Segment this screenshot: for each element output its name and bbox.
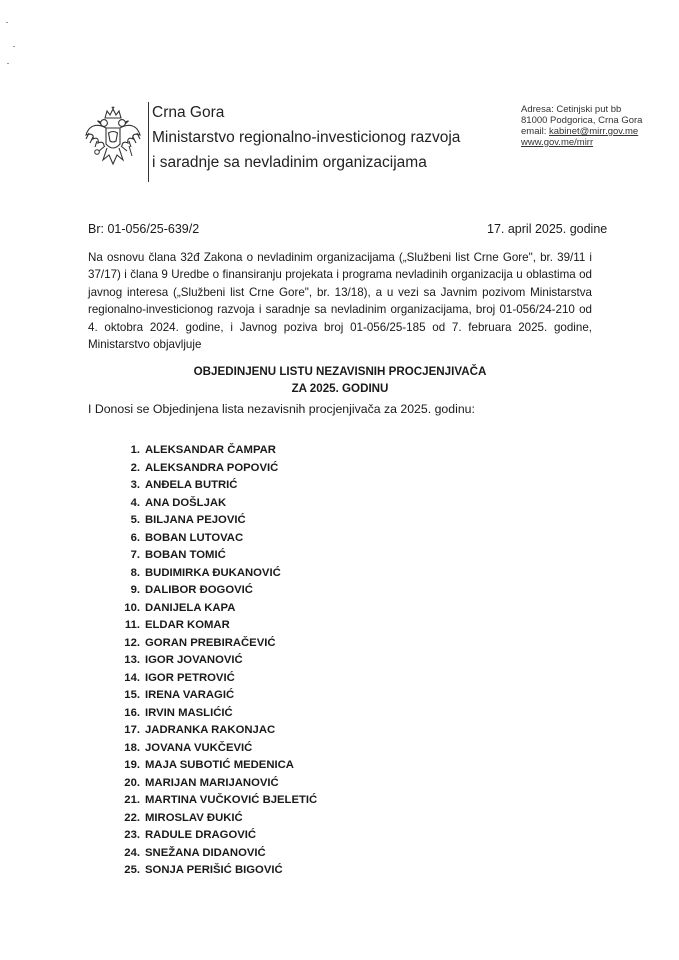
list-item: [96, 565, 317, 583]
item-number: 13.: [124, 654, 140, 666]
reference-number: Br: 01-056/25-639/2: [88, 222, 200, 236]
intro-paragraph: Na osnovu člana 32đ Zakona o nevladinim organizacijama („Službeni list Crne Gore", br. 39/11 i 37/17) i člana 9 Uredbe o finansiranju projekata i programa nevladinih organizacija u oblastima od javnog interesa („Službeni list Crne Gore", br. 13/18), a u vezi sa Javnim pozivom Ministarstva regionalno-investicionog razvoja i saradnje sa nevladinim organizacijama, broj 01-056/24-210 od 4. oktobra 2024. godine, i Javnog poziva broj 01-056/25-185 od 7. februara 2025. godine, Ministarstvo objavljuje: [88, 251, 592, 352]
evaluator-name: SNEŽANA DIDANOVIĆ: [145, 846, 266, 859]
list-item: [96, 757, 317, 775]
list-item: [96, 547, 317, 565]
evaluator-name: BUDIMIRKA ĐUKANOVIĆ: [145, 566, 281, 579]
evaluator-name: JADRANKA RAKONJAC: [145, 724, 276, 736]
evaluator-name: ALEKSANDRA POPOVIĆ: [145, 461, 279, 474]
evaluator-name: IGOR JOVANOVIĆ: [145, 654, 243, 666]
list-item: [96, 810, 317, 828]
evaluator-name: MIROSLAV ĐUKIĆ: [145, 811, 243, 824]
email-label: email:: [521, 126, 549, 137]
evaluator-name: IRVIN MASLIĆIĆ: [145, 706, 233, 719]
list-item: [96, 460, 317, 478]
item-number: 8.: [130, 566, 140, 579]
list-item: [96, 600, 317, 618]
item-number: 12.: [124, 636, 140, 649]
evaluator-name: DALIBOR ĐOGOVIĆ: [145, 584, 253, 596]
evaluator-name: BOBAN LUTOVAC: [145, 531, 244, 544]
email-link[interactable]: kabinet@mirr.gov.me: [548, 126, 639, 137]
item-number: 23.: [124, 829, 140, 841]
list-item: [96, 512, 317, 530]
montenegro-coat-of-arms-icon: [84, 106, 142, 168]
list-item: [96, 495, 317, 513]
item-number: 6.: [130, 531, 140, 544]
ministry-name-line1: Ministarstvo regionalno-investicionog razvoja: [152, 129, 461, 146]
item-number: 7.: [130, 549, 140, 561]
item-number: 10.: [124, 601, 140, 614]
item-number: 5.: [130, 514, 140, 526]
item-number: 2.: [130, 461, 140, 474]
evaluator-name: BILJANA PEJOVIĆ: [145, 514, 246, 526]
item-number: 3.: [130, 479, 140, 491]
item-number: 4.: [130, 496, 140, 509]
list-item: [96, 617, 317, 635]
title-line-1: OBJEDINJENU LISTU NEZAVISNIH PROCJENJIVAČA: [193, 365, 487, 378]
list-item: [96, 845, 317, 863]
list-item: [96, 740, 317, 758]
ministry-name-line2: i saradnje sa nevladinim organizacijama: [152, 154, 427, 171]
ministry-header: [152, 100, 460, 175]
contact-block: [521, 104, 642, 148]
evaluator-name: RADULE DRAGOVIĆ: [145, 829, 257, 841]
item-number: 9.: [130, 584, 140, 596]
item-number: 24.: [124, 846, 140, 859]
item-number: 19.: [124, 759, 140, 771]
item-number: 15.: [124, 689, 140, 701]
item-number: 20.: [124, 776, 140, 789]
item-number: 14.: [124, 671, 140, 684]
list-item: [96, 442, 317, 460]
declaration-line: I Donosi se Objedinjena lista nezavisnih procjenjivača za 2025. godinu:: [88, 402, 475, 416]
evaluator-name: MARTINA VUČKOVIĆ BJELETIĆ: [145, 794, 318, 806]
evaluator-name: ELDAR KOMAR: [145, 619, 230, 631]
list-item: [96, 635, 317, 653]
item-number: 25.: [124, 864, 140, 876]
website-link[interactable]: www.gov.me/mirr: [521, 137, 594, 148]
item-number: 1.: [130, 444, 140, 456]
city-line: 81000 Podgorica, Crna Gora: [521, 115, 643, 126]
document-title: [88, 363, 592, 397]
evaluator-name: IRENA VARAGIĆ: [145, 689, 235, 701]
evaluator-name: JOVANA VUKČEVIĆ: [145, 741, 253, 754]
list-item: [96, 582, 317, 600]
evaluator-list: [96, 442, 317, 880]
item-number: 18.: [124, 741, 140, 754]
item-number: 22.: [124, 811, 140, 824]
scan-speck: [7, 63, 9, 64]
list-item: [96, 722, 317, 740]
evaluator-name: SONJA PERIŠIĆ BIGOVIĆ: [145, 864, 283, 876]
list-item: [96, 827, 317, 845]
title-line-2: ZA 2025. GODINU: [291, 382, 389, 395]
email-line: [521, 126, 642, 137]
list-item: [96, 652, 317, 670]
item-number: 21.: [124, 794, 140, 806]
list-item: [96, 775, 317, 793]
list-item: [96, 670, 317, 688]
evaluator-name: ANA DOŠLJAK: [145, 496, 227, 509]
item-number: 16.: [124, 706, 140, 719]
evaluator-name: BOBAN TOMIĆ: [145, 549, 226, 561]
country-name: Crna Gora: [152, 104, 225, 121]
item-number: 11.: [124, 619, 140, 631]
document-date: 17. april 2025. godine: [487, 222, 608, 236]
list-item: [96, 792, 317, 810]
evaluator-name: IGOR PETROVIĆ: [145, 671, 235, 684]
scan-speck: [6, 22, 8, 23]
address-line: Adresa: Cetinjski put bb: [521, 104, 622, 115]
evaluator-name: ALEKSANDAR ČAMPAR: [145, 444, 276, 456]
list-item: [96, 687, 317, 705]
evaluator-name: ANĐELA BUTRIĆ: [145, 479, 238, 491]
scan-speck: [13, 46, 15, 47]
item-number: 17.: [124, 724, 140, 736]
list-item: [96, 477, 317, 495]
evaluator-name: DANIJELA KAPA: [145, 601, 236, 614]
evaluator-name: GORAN PREBIRAČEVIĆ: [145, 636, 276, 649]
evaluator-name: MARIJAN MARIJANOVIĆ: [145, 776, 279, 789]
header-divider: [148, 102, 149, 182]
list-item: [96, 530, 317, 548]
evaluator-name: MAJA SUBOTIĆ MEDENICA: [145, 759, 294, 771]
list-item: [96, 862, 317, 880]
list-item: [96, 705, 317, 723]
